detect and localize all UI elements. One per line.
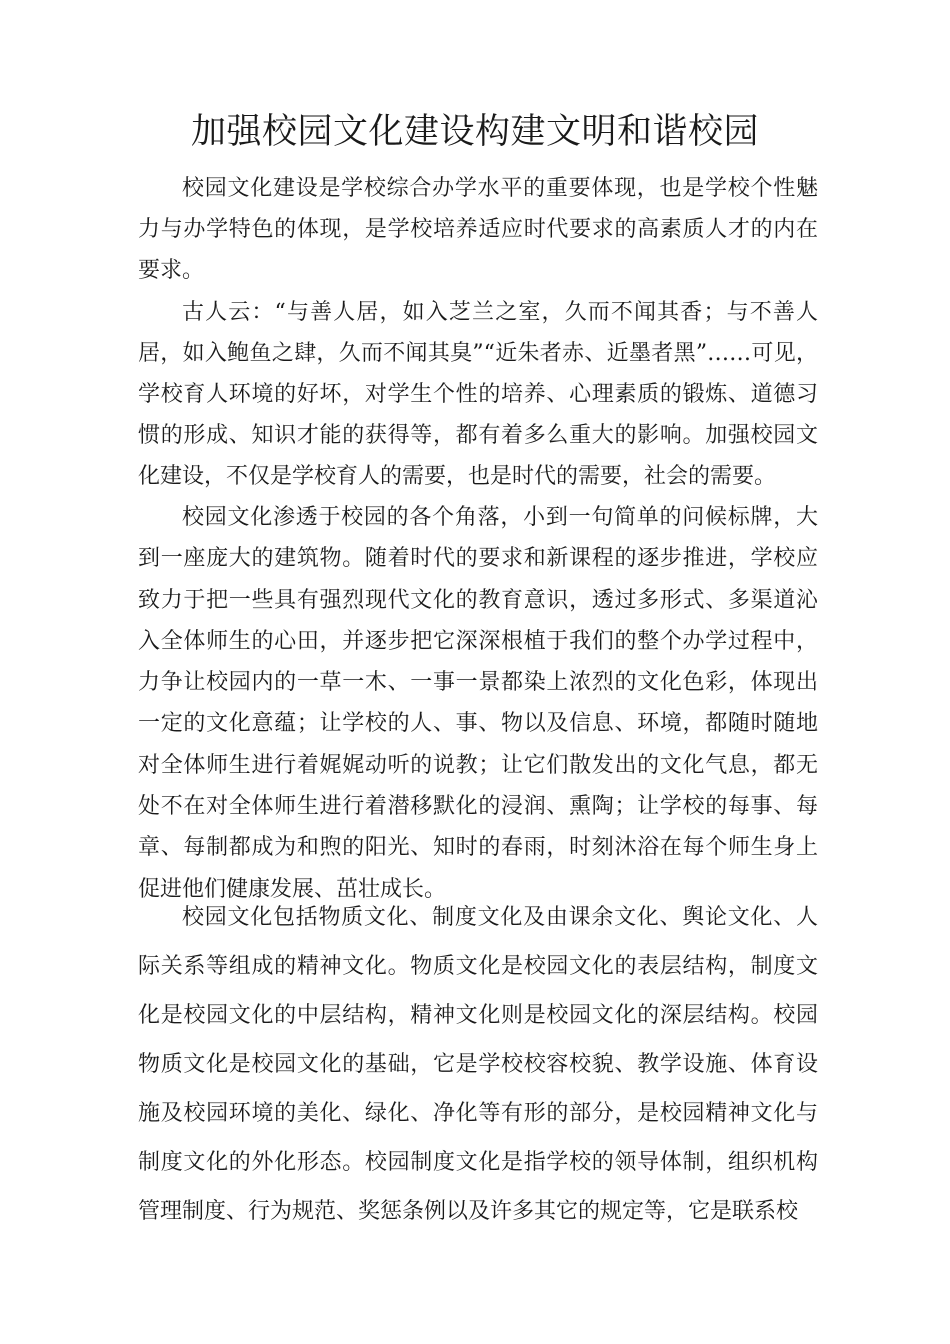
paragraph-4: 校园文化包括物质文化、制度文化及由课余文化、舆论文化、人际关系等组成的精神文化。物质文化是校园文化的表层结构，制度文化是校园文化的中层结构，精神文化则是校园文化的深层结构。校园物质文化是校园文化的基础，它是学校校容校貌、教学设施、体育设施及校园环境的美化、绿化、净化等有形的部分，是校园精神文化与制度文化的外化形态。校园制度文化是指学校的领导体制，组织机构管理制度、行为规范、奖惩条例以及许多其它的规定等，它是联系校 xyxy=(138,905,818,1224)
paragraph-2: 古人云：“与善人居，如入芝兰之室，久而不闻其香；与不善人居，如入鲍鱼之肆，久而不闻其臭”“近朱者赤、近墨者黑”……可见，学校育人环境的好坏，对学生个性的培养、心理素质的锻炼、道德习惯的形成、知识才能的获得等，都有着多么重大的影响。加强校园文化建设，不仅是学校育人的需要，也是时代的需要，社会的需要。 xyxy=(138,300,818,489)
document-title: 加强校园文化建设构建文明和谐校园 xyxy=(190,112,759,152)
paragraph-1: 校园文化建设是学校综合办学水平的重要体现，也是学校个性魅力与办学特色的体现，是学校培养适应时代要求的高素质人才的内在要求。 xyxy=(138,176,818,283)
paragraph-3: 校园文化渗透于校园的各个角落，小到一句简单的问候标牌，大到一座庞大的建筑物。随着时代的要求和新课程的逐步推进，学校应致力于把一些具有强烈现代文化的教育意识，透过多形式、多渠道沁入全体师生的心田，并逐步把它深深根植于我们的整个办学过程中，力争让校园内的一草一木、一事一景都染上浓烈的文化色彩，体现出一定的文化意蕴；让学校的人、事、物以及信息、环境，都随时随地对全体师生进行着娓娓动听的说教；让它们散发出的文化气息，都无处不在对全体师生进行着潜移默化的浸润、熏陶；让学校的每事、每章、每制都成为和煦的阳光、知时的春雨，时刻沐浴在每个师生身上促进他们健康发展、茁壮成长。 xyxy=(138,505,818,902)
